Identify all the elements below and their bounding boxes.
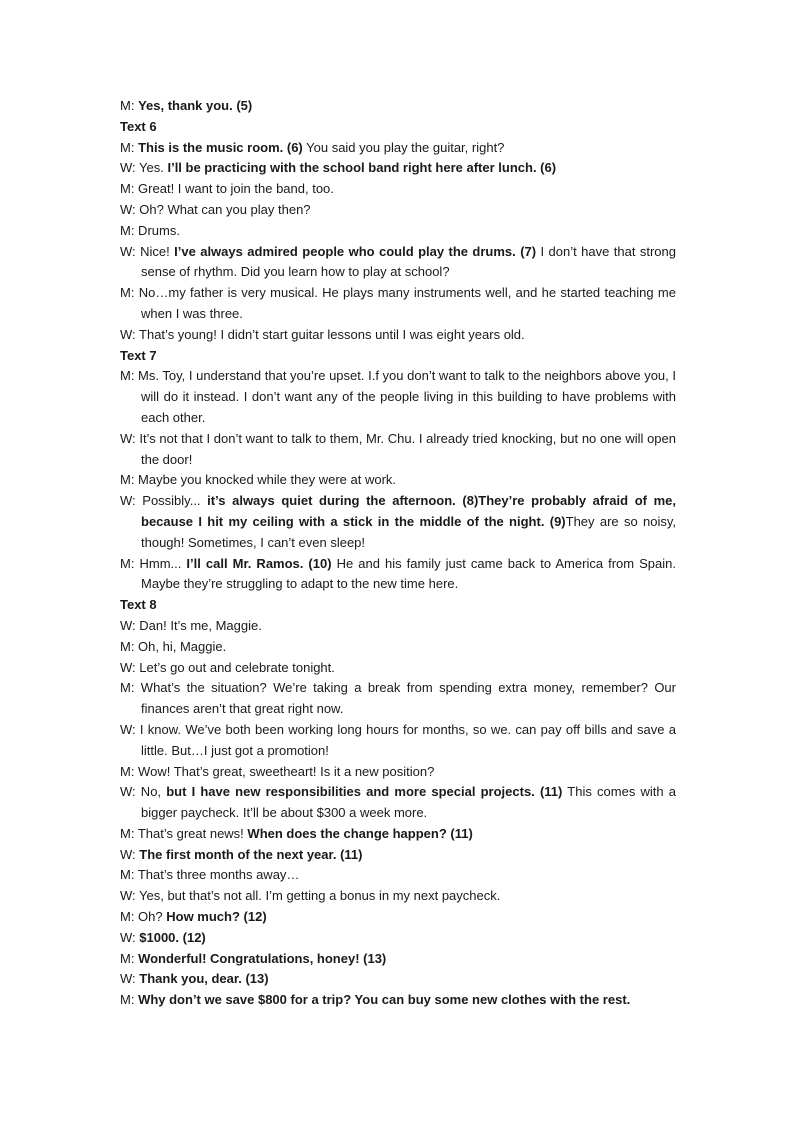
dialogue-text: M: Maybe you knocked while they were at work. [120, 472, 397, 488]
dialogue-line [120, 720, 676, 762]
dialogue-text: M: Ms. Toy, I understand that you’re upset. I.f you don’t want to talk to the neighbors above you, I will do it instead. I don’t want any of the people living in this building to have problems with each other. [120, 368, 676, 425]
dialogue-text: M: Hmm... [120, 555, 187, 571]
emphasized-text: I’ll call Mr. Ramos. (10) [186, 555, 332, 571]
dialogue-text: W: [120, 846, 140, 862]
dialogue-line [120, 200, 676, 221]
dialogue-text: W: Dan! It’s me, Maggie. [120, 617, 262, 633]
dialogue-line [120, 762, 676, 783]
dialogue-text: M: Oh, hi, Maggie. [120, 638, 227, 654]
dialogue-text: W: It’s not that I don’t want to talk to them, Mr. Chu. I already tried knocking, but no one will open the door! [120, 430, 676, 467]
emphasized-text: I’ve always admired people who could play the drums. (7) [174, 243, 537, 259]
dialogue-text: W: [120, 971, 140, 987]
dialogue-line [120, 325, 676, 346]
dialogue-line [120, 865, 676, 886]
dialogue-text: M: Drums. [120, 222, 180, 238]
dialogue-text: M: [120, 139, 139, 155]
dialogue-line [120, 928, 676, 949]
dialogue-line [120, 886, 676, 907]
dialogue-text: You said you play the guitar, right? [302, 139, 505, 155]
dialogue-text: W: [120, 929, 140, 945]
dialogue-text: They are so noisy, though! Sometimes, I can’t even sleep! [141, 513, 676, 550]
emphasized-text: Thank you, dear. (13) [139, 971, 269, 987]
dialogue-text: M: Wow! That’s great, sweetheart! Is it a new position? [120, 763, 435, 779]
dialogue-text: W: Possibly... [120, 493, 208, 509]
dialogue-text: W: No, [120, 784, 167, 800]
dialogue-text: M: [120, 992, 139, 1008]
dialogue-line [120, 96, 676, 117]
dialogue-text: This comes with a bigger paycheck. It’ll be about $300 a week more. [141, 784, 676, 821]
emphasized-text: When does the change happen? (11) [247, 825, 473, 841]
dialogue-text: M: Oh? [120, 909, 167, 925]
dialogue-line [120, 366, 676, 428]
dialogue-line [120, 283, 676, 325]
emphasized-text: Wonderful! Congratulations, honey! (13) [138, 950, 387, 966]
dialogue-text: I don’t have that strong sense of rhythm. Did you learn how to play at school? [141, 243, 676, 280]
dialogue-line [120, 658, 676, 679]
dialogue-text: M: No…my father is very musical. He plays many instruments well, and he started teaching me when I was three. [120, 285, 676, 321]
emphasized-text: it’s always quiet during the afternoon. (8)They’re probably afraid of me, because I hit my ceiling with a stick in the middle of the night. (9) [141, 493, 676, 529]
dialogue-text: W: Let’s go out and celebrate tonight. [120, 659, 335, 675]
section-heading: Text 6 [120, 118, 157, 134]
dialogue-line [120, 637, 676, 658]
emphasized-text: The first month of the next year. (11) [139, 846, 363, 862]
dialogue-line [120, 138, 676, 159]
dialogue-text: M: Great! I want to join the band, too. [120, 181, 334, 197]
dialogue-text: M: That’s great news! [120, 825, 248, 841]
section-heading: Text 8 [120, 597, 157, 613]
dialogue-text: M: [120, 98, 139, 113]
dialogue-text: M: [120, 950, 139, 966]
dialogue-line [120, 845, 676, 866]
dialogue-line [120, 554, 676, 596]
emphasized-text: $1000. (12) [139, 929, 206, 945]
emphasized-text: Yes, thank you. (5) [138, 98, 253, 113]
dialogue-line [120, 179, 676, 200]
dialogue-line [120, 678, 676, 720]
emphasized-text: How much? (12) [166, 909, 267, 925]
dialogue-text: W: Yes. [120, 160, 168, 176]
dialogue-text: M: What’s the situation? We’re taking a break from spending extra money, remember? Our finances aren’t that great right now. [120, 680, 676, 717]
emphasized-text: I’ll be practicing with the school band right here after lunch. (6) [167, 160, 557, 176]
emphasized-text: This is the music room. (6) [138, 139, 303, 155]
dialogue-line [120, 949, 676, 970]
dialogue-line [120, 221, 676, 242]
dialogue-line [120, 782, 676, 824]
dialogue-text: W: I know. We’ve both been working long hours for months, so we. can pay off bills and save a little. But…I just got a promotion! [120, 721, 676, 758]
dialogue-text: He and his family just came back to America from Spain. Maybe they’re struggling to adapt to the new time here. [141, 555, 676, 592]
dialogue-line [120, 491, 676, 553]
section-heading: Text 7 [120, 347, 157, 363]
dialogue-line [120, 158, 676, 179]
dialogue-line [120, 242, 676, 284]
dialogue-text: M: That’s three months away… [120, 867, 300, 883]
dialogue-text: W: Nice! [120, 243, 175, 259]
dialogue-text: W: Oh? What can you play then? [120, 201, 311, 217]
dialogue-line [120, 470, 676, 491]
dialogue-line [120, 824, 676, 845]
dialogue-line [120, 616, 676, 637]
emphasized-text: Why don’t we save $800 for a trip? You can buy some new clothes with the rest. [138, 992, 631, 1008]
dialogue-line [120, 429, 676, 471]
dialogue-line [120, 969, 676, 990]
dialogue-text: W: That’s young! I didn’t start guitar lessons until I was eight years old. [120, 326, 525, 342]
emphasized-text: but I have new responsibilities and more special projects. (11) [166, 784, 563, 800]
document-page [120, 96, 676, 1011]
dialogue-line [120, 990, 676, 1011]
dialogue-text: W: Yes, but that’s not all. I’m getting a bonus in my next paycheck. [120, 888, 501, 904]
dialogue-line [120, 907, 676, 928]
